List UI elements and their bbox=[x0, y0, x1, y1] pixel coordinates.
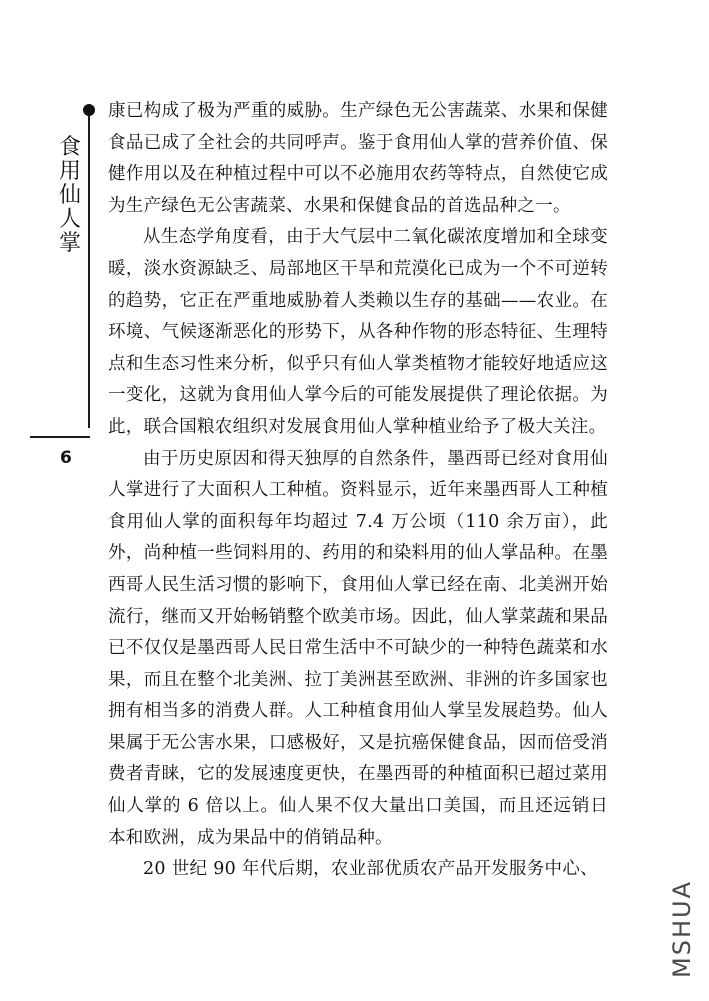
header-horizontal-rule bbox=[30, 436, 90, 438]
running-title: 食用仙人掌 bbox=[58, 135, 81, 256]
body-text bbox=[108, 96, 608, 886]
watermark: MSHUA bbox=[668, 880, 696, 978]
page-number: 6 bbox=[60, 448, 72, 468]
paragraph-4: 20 世纪 90 年代后期，农业部优质农产品开发服务中心、 bbox=[143, 859, 598, 880]
paragraph-1: 康已构成了极为严重的威胁。生产绿色无公害蔬菜、水果和保健食品已成了全社会的共同呼声。鉴于食用仙人掌的营养价值、保健作用以及在种植过程中可以不必施用农药等特点，自然使它成为生产绿色无公害蔬菜、水果和保健食品的首选品种之一。 bbox=[108, 101, 608, 216]
paragraph-2: 从生态学角度看，由于大气层中二氧化碳浓度增加和全球变暖，淡水资源缺乏、局部地区干旱和荒漠化已成为一个不可逆转的趋势，它正在严重地威胁着人类赖以生存的基础——农业。在环境、气候逐渐恶化的形势下，从各种作物的形态特征、生理特点和生态习性来分析，似乎只有仙人掌类植物才能较好地适应这一变化，这就为食用仙人掌今后的可能发展提供了理论依据。为此，联合国粮农组织对发展食用仙人掌种植业给予了极大关注。 bbox=[108, 227, 608, 437]
header-bullet-dot bbox=[83, 104, 95, 116]
header-vertical-rule bbox=[88, 110, 90, 428]
paragraph-3: 由于历史原因和得天独厚的自然条件，墨西哥已经对食用仙人掌进行了大面积人工种植。资料显示，近年来墨西哥人工种植食用仙人掌的面积每年均超过 7.4 万公顷（110 余万亩），此外，尚种植一些饲料用的、药用的和染料用的仙人掌品种。在墨西哥人民生活习惯的影响下，食用仙人掌已经在南、北美洲开始流行，继而又开始畅销整个欧美市场。因此，仙人掌菜蔬和果品已不仅仅是墨西哥人民日常生活中不可缺少的一种特色蔬菜和水果，而且在整个北美洲、拉丁美洲甚至欧洲、非洲的许多国家也拥有相当多的消费人群。人工种植食用仙人掌呈发展趋势。仙人果属于无公害水果，口感极好，又是抗癌保健食品，因而倍受消费者青睐，它的发展速度更快，在墨西哥的种植面积已超过菜用仙人掌的 6 倍以上。仙人果不仅大量出口美国，而且还远销日本和欧洲，成为果品中的俏销品种。 bbox=[108, 448, 608, 848]
